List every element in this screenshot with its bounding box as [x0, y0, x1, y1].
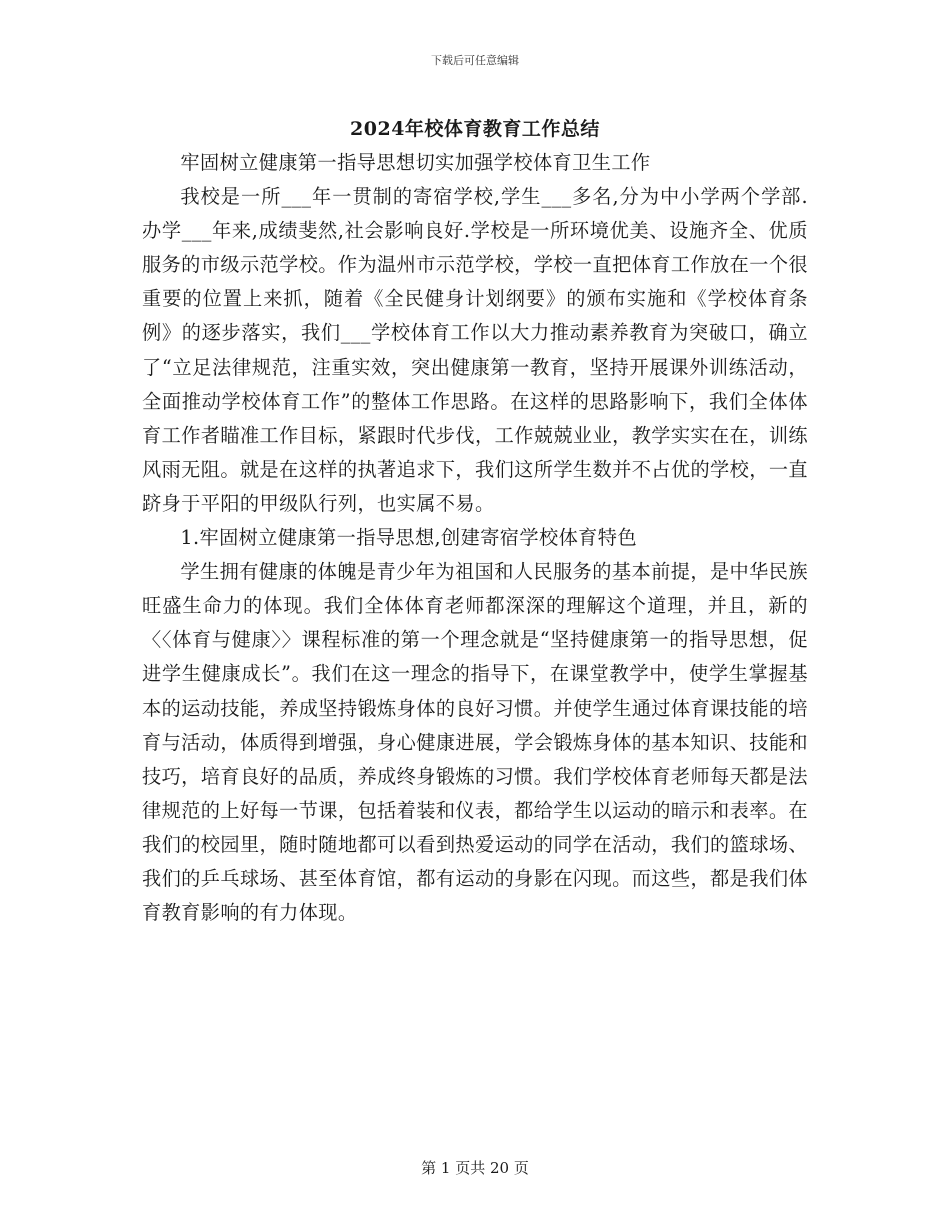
document-body	[142, 146, 808, 930]
body-paragraph-health: 学生拥有健康的体魄是青少年为祖国和人民服务的基本前提，是中华民族旺盛生命力的体现。我们全体体育老师都深深的理解这个道理，并且，新的〈〈体育与健康〉〉课程标准的第一个理念就是“坚持健康第一的指导思想，促进学生健康成长”。我们在这一理念的指导下，在课堂教学中，使学生掌握基本的运动技能，养成坚持锻炼身体的良好习惯。并使学生通过体育课技能的培育与活动，体质得到增强，身心健康进展，学会锻炼身体的基本知识、技能和技巧，培育良好的品质，养成终身锻炼的习惯。我们学校体育老师每天都是法律规范的上好每一节课，包括着装和仪表，都给学生以运动的暗示和表率。在我们的校园里，随时随地都可以看到热爱运动的同学在活动，我们的篮球场、我们的乒乓球场、甚至体育馆，都有运动的身影在闪现。而这些，都是我们体育教育影响的有力体现。	[142, 560, 808, 925]
document-title: 2024年校体育教育工作总结	[350, 118, 600, 140]
body-paragraph-intro: 我校是一所___年一贯制的寄宿学校,学生___多名,分为中小学两个学部.办学___年来,成绩斐然,社会影响良好.学校是一所环境优美、设施齐全、优质服务的市级示范学校。作为温州市示范学校，学校一直把体育工作放在一个很重要的位置上来抓，随着《全民健身计划纲要》的颁布实施和《学校体育条例》的逐步落实，我们___学校体育工作以大力推动素养教育为突破口，确立了“立足法律规范，注重实效，突出健康第一教育，坚持开展课外训练活动，全面推动学校体育工作”的整体工作思路。在这样的思路影响下，我们全体体育工作者瞄准工作目标，紧跟时代步伐，工作兢兢业业，教学实实在在，训练风雨无阻。就是在这样的执著追求下，我们这所学生数并不占优的学校，一直跻身于平阳的甲级队行列，也实属不易。	[142, 185, 808, 515]
numbered-heading: 1.牢固树立健康第一指导思想,创建寄宿学校体育特色	[180, 526, 637, 550]
section-heading: 牢固树立健康第一指导思想切实加强学校体育卫生工作	[180, 151, 651, 174]
page-header-note: 下载后可任意编辑	[431, 54, 519, 67]
page-number: 第 1 页共 20 页	[421, 1159, 529, 1177]
